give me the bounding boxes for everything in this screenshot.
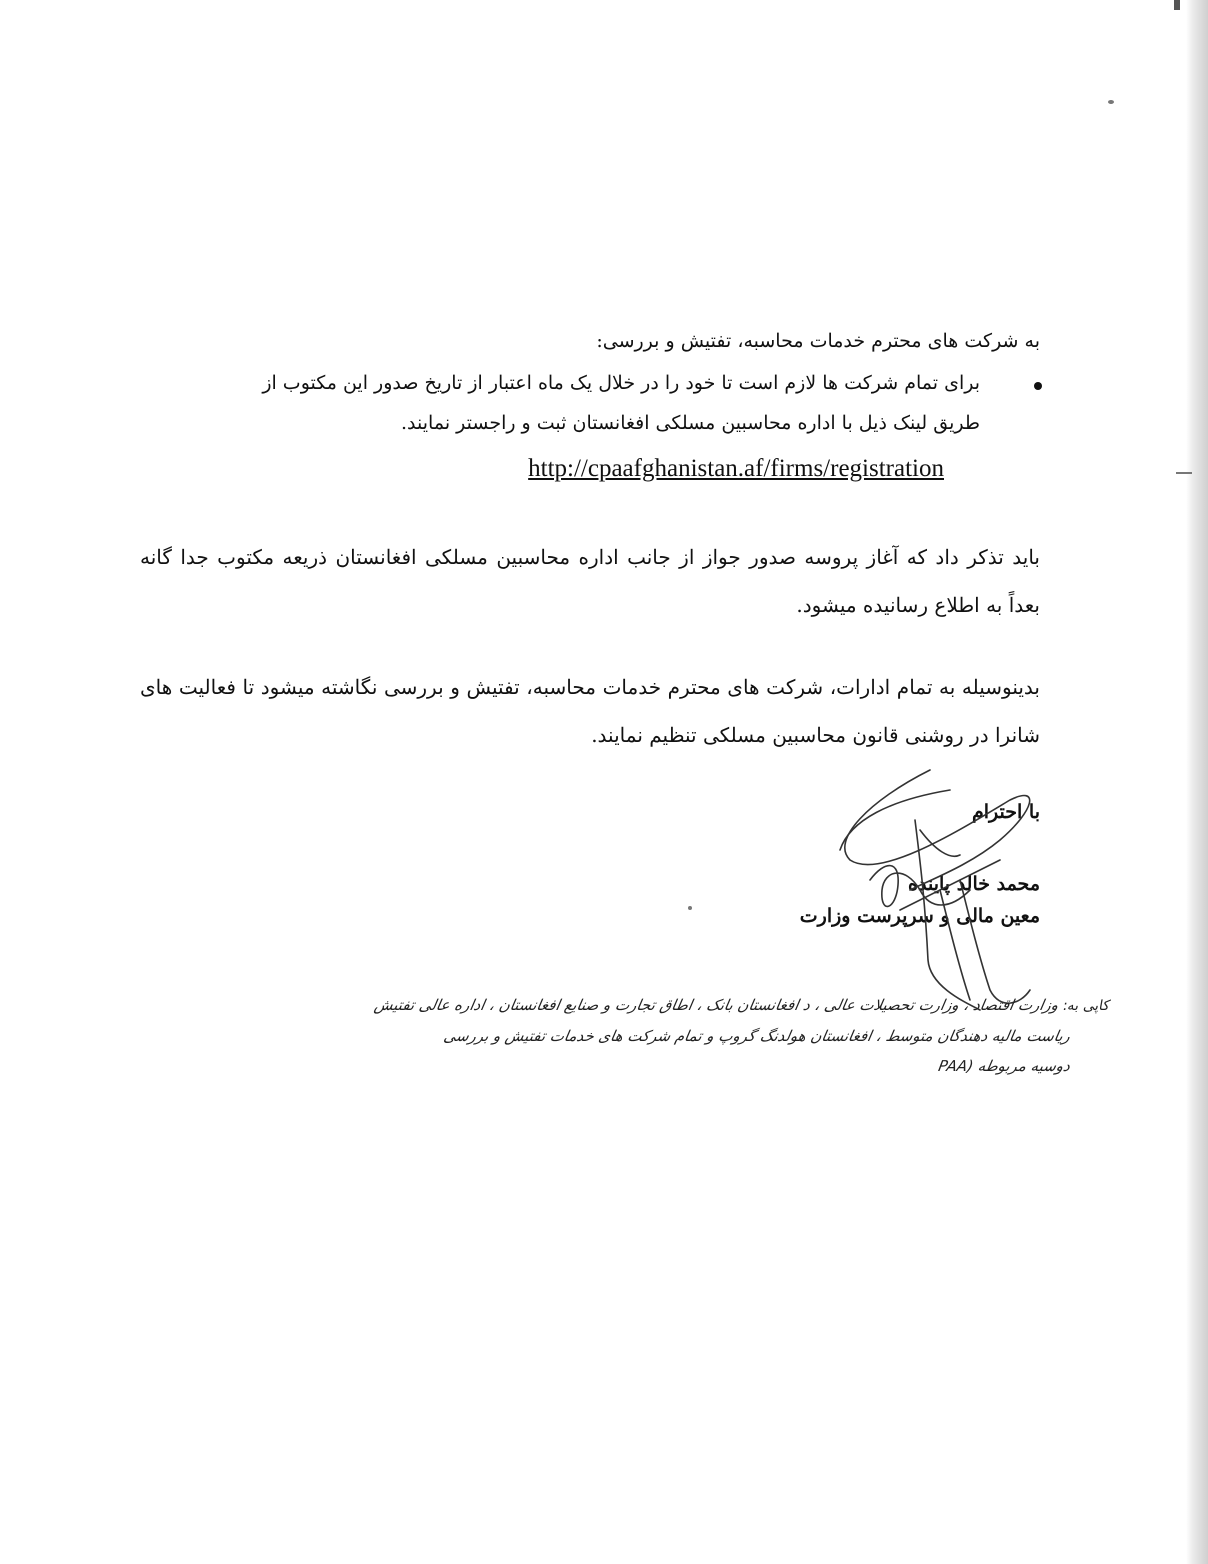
closing: با احترام xyxy=(972,801,1040,823)
scan-edge-mark xyxy=(1174,0,1180,10)
scan-speck xyxy=(688,906,692,910)
bullet-item xyxy=(200,363,1000,443)
scan-speck xyxy=(1108,100,1114,104)
copy-to-label: کاپی به: xyxy=(1061,998,1112,1014)
copy-to-section xyxy=(70,990,1110,1081)
copy-to-line-2: ریاست مالیه دهندگان متوسط ، افغانستان هولدنگ گروپ و تمام شرکت های خدمات تفتیش و بررسی xyxy=(442,1027,1072,1045)
copy-to-line-1: کاپی به: وزارت اقتصاد ، وزارت تحصیلات عالی ، د افغانستان بانک ، اطاق تجارت و صنایع افغانستان ، اداره عالی تفتیش xyxy=(372,996,1112,1014)
bullet-line-2: طریق لینک ذیل با اداره محاسبین مسلکی افغانستان ثبت و راجستر نمایند. xyxy=(401,412,980,434)
paragraph-notice: بدینوسیله به تمام ادارات، شرکت های محترم خدمات محاسبه، تفتیش و بررسی نگاشته میشود تا فعالیت های شانرا در روشنی قانون محاسبین مسلکی تنظیم نمایند. xyxy=(140,675,1040,747)
scan-speck xyxy=(1176,472,1192,474)
scan-edge xyxy=(1186,0,1208,1564)
greeting: به شرکت های محترم خدمات محاسبه، تفتیش و بررسی: xyxy=(596,330,1040,352)
copy-to-line-3: دوسیه مربوطه (PAA xyxy=(936,1057,1072,1075)
handwritten-signature xyxy=(810,760,1050,1020)
bullet-line-1: برای تمام شرکت ها لازم است تا خود را در خلال یک ماه اعتبار از تاریخ صدور این مکتوب از xyxy=(200,363,1000,403)
signer-title: معین مالی و سرپرست وزارت xyxy=(799,905,1040,927)
signer-name: محمد خالد پاینده xyxy=(908,873,1040,895)
paragraph-license: باید تذکر داد که آغاز پروسه صدور جواز از جانب اداره محاسبین مسلکی افغانستان ذریعه مکتوب جدا گانه بعداً به اطلاع رسانیده میشود. xyxy=(140,545,1040,617)
registration-link[interactable]: http://cpaafghanistan.af/firms/registration xyxy=(528,455,944,482)
bullet-icon xyxy=(1034,382,1042,390)
